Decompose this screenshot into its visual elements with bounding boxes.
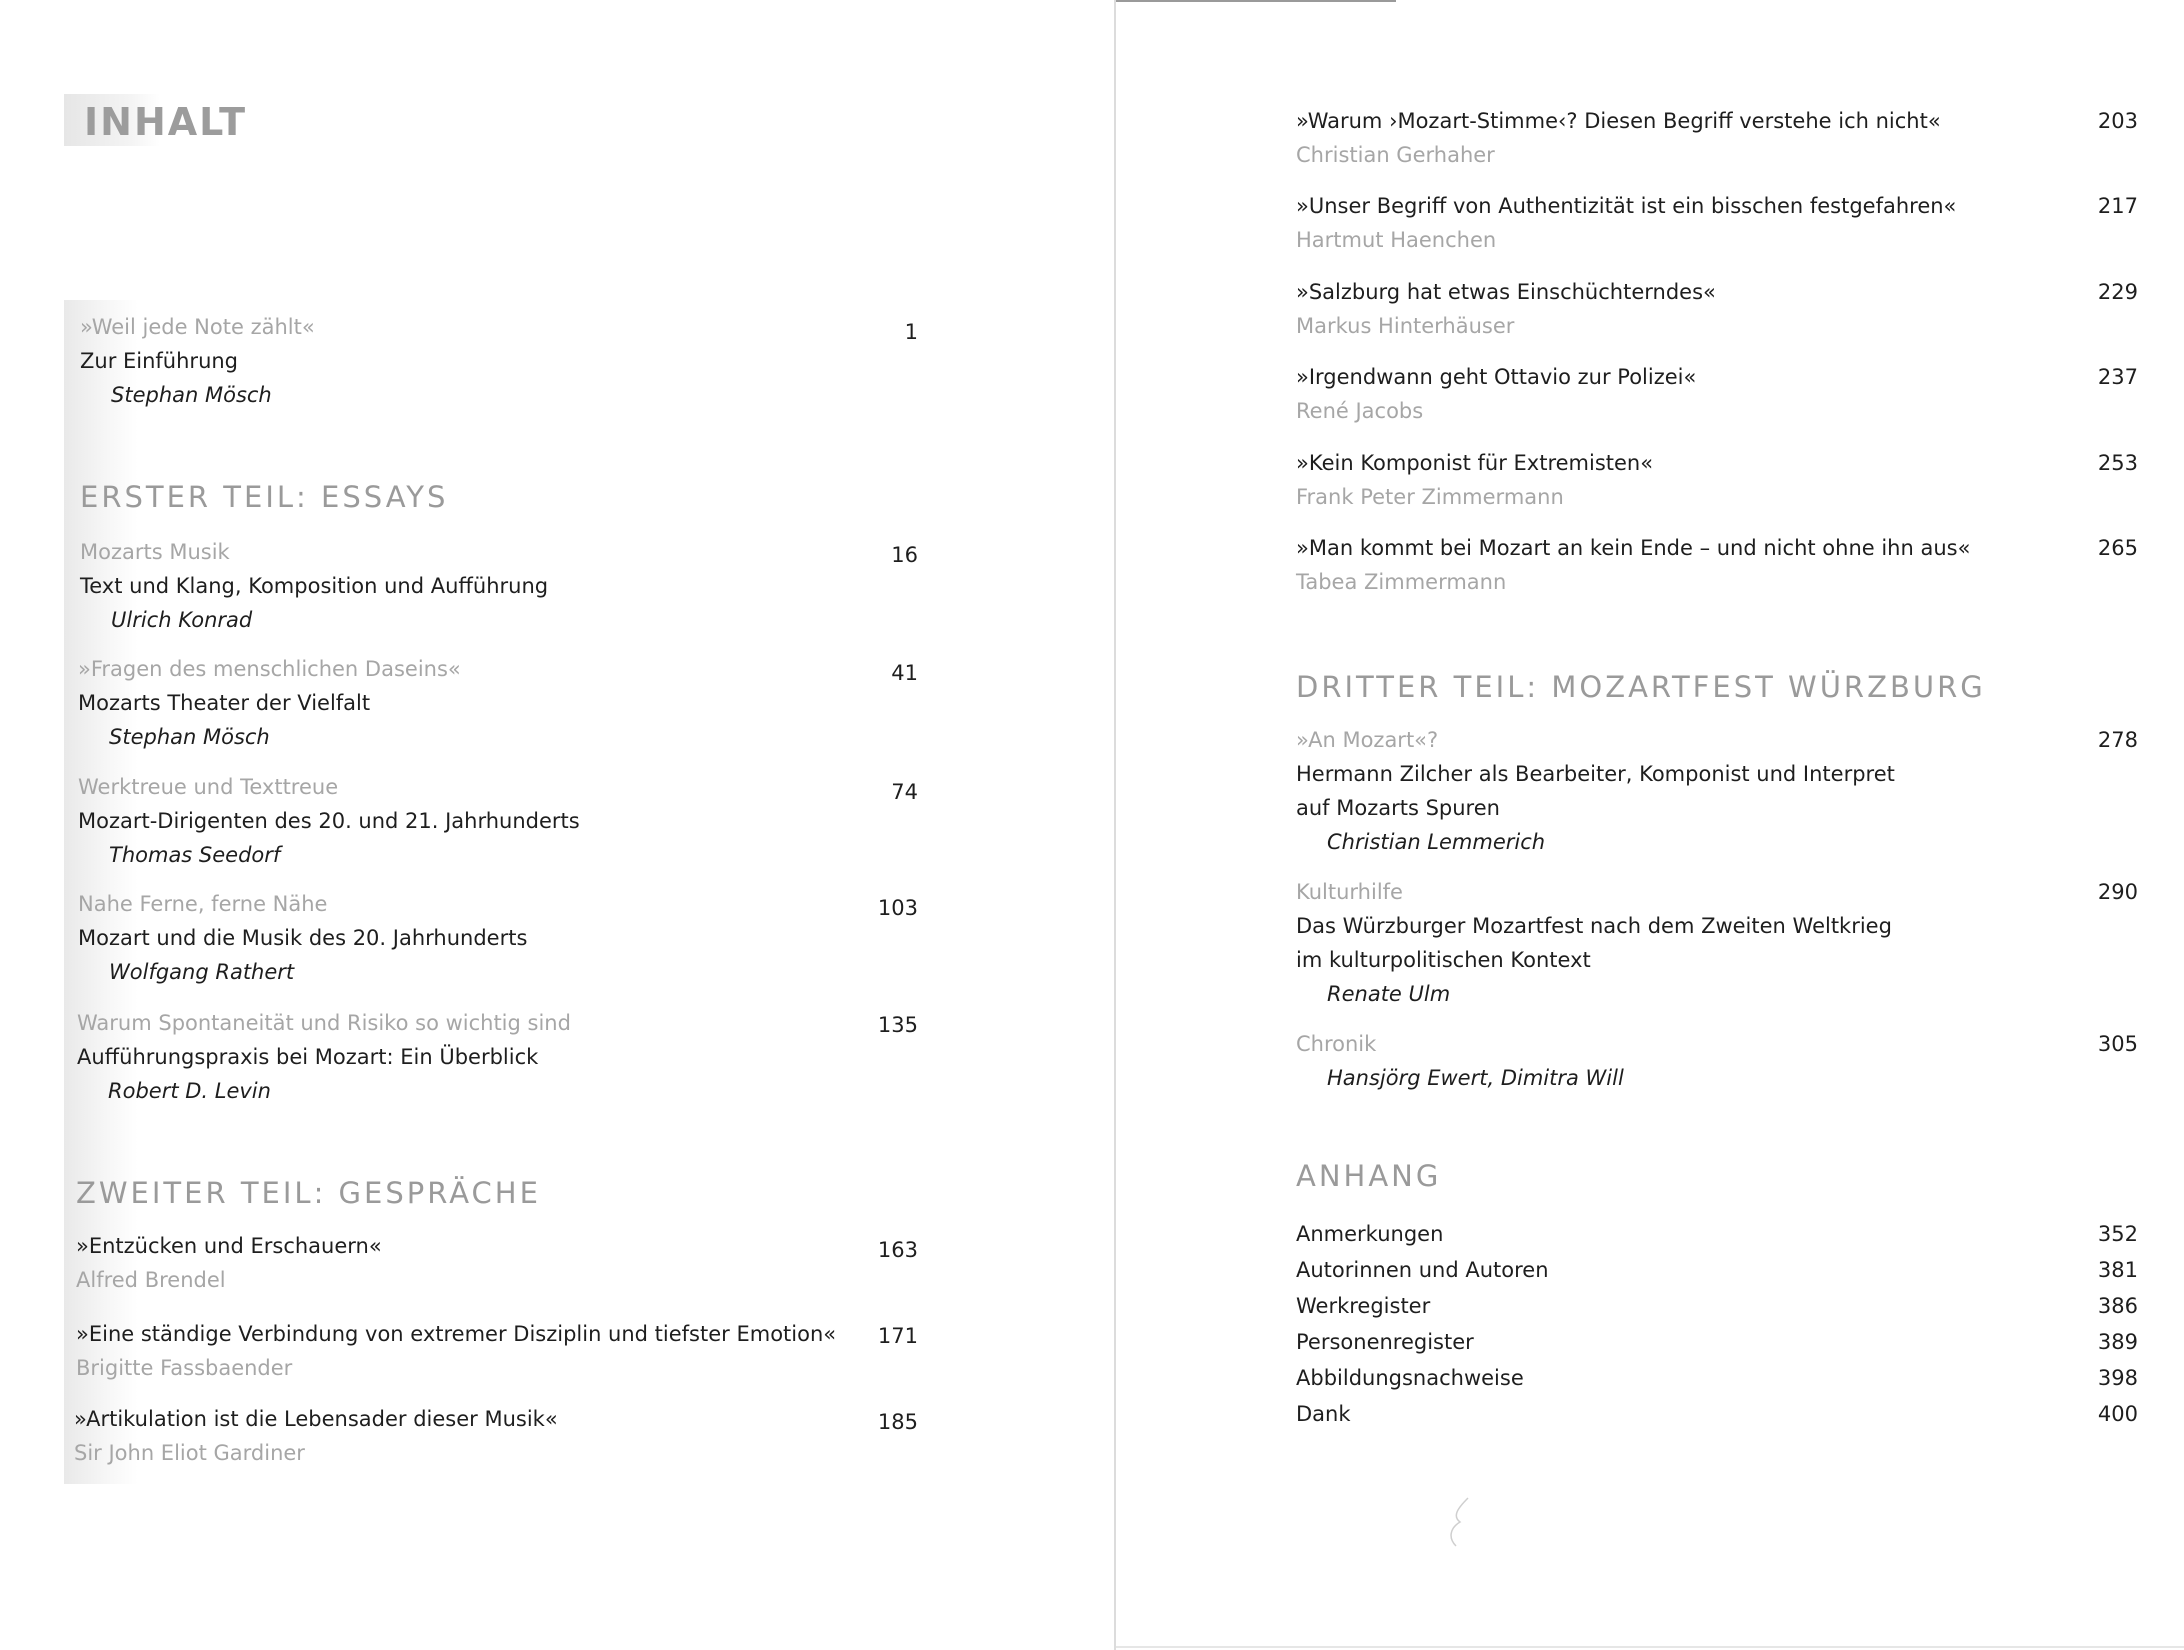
- entry-subtitle: Mozarts Theater der Vielfalt: [78, 691, 371, 715]
- page-number: 41: [891, 661, 918, 685]
- page-number: 253: [2097, 451, 2138, 475]
- page-number: 398: [2097, 1366, 2138, 1390]
- toc-entry[interactable]: [1296, 723, 1895, 859]
- toc-entry[interactable]: [1296, 360, 1696, 428]
- entry-subtitle: Zur Einführung: [80, 349, 239, 373]
- entry-author: Thomas Seedorf: [109, 843, 281, 867]
- appendix-item[interactable]: Werkregister: [1296, 1294, 1431, 1318]
- entry-title: »Entzücken und Erschauern«: [76, 1234, 382, 1258]
- page-number: 135: [877, 1013, 918, 1037]
- page-number: 229: [2097, 280, 2138, 304]
- appendix-item[interactable]: Autorinnen und Autoren: [1296, 1258, 1549, 1282]
- entry-author: Wolfgang Rathert: [109, 960, 295, 984]
- toc-entry[interactable]: [77, 1006, 571, 1108]
- toc-entry[interactable]: [1296, 875, 1892, 1011]
- entry-title: »Unser Begriff von Authentizität ist ein bisschen festgefahren«: [1296, 194, 1957, 218]
- entry-subtitle: im kulturpolitischen Kontext: [1296, 948, 1591, 972]
- entry-title: »Kein Komponist für Extremisten«: [1296, 451, 1654, 475]
- section-heading-mozartfest: DRITTER TEIL: MOZARTFEST WÜRZBURG: [1296, 670, 1986, 704]
- entry-title: »Man kommt bei Mozart an kein Ende – und nicht ohne ihn aus«: [1296, 536, 1971, 560]
- toc-entry[interactable]: [1296, 189, 1956, 257]
- toc-entry[interactable]: [1296, 104, 1941, 172]
- entry-subtitle: Das Würzburger Mozartfest nach dem Zweiten Weltkrieg: [1296, 914, 1892, 938]
- page-number: 290: [2097, 880, 2138, 904]
- entry-author: Robert D. Levin: [108, 1079, 271, 1103]
- toc-entry[interactable]: [74, 1402, 558, 1470]
- page-number: 400: [2097, 1402, 2138, 1426]
- page-title: INHALT: [84, 100, 247, 144]
- toc-entry-intro[interactable]: [80, 310, 315, 412]
- page-number: 237: [2097, 365, 2138, 389]
- toc-entry[interactable]: [1296, 446, 1653, 514]
- entry-speaker: Hartmut Haenchen: [1296, 228, 1497, 252]
- appendix-item[interactable]: Abbildungsnachweise: [1296, 1366, 1524, 1390]
- entry-title: »Eine ständige Verbindung von extremer Disziplin und tiefster Emotion«: [76, 1322, 837, 1346]
- page-number: 185: [877, 1410, 918, 1434]
- toc-entry[interactable]: [76, 1229, 382, 1297]
- entry-title: »Irgendwann geht Ottavio zur Polizei«: [1296, 365, 1697, 389]
- pencil-mark: [1444, 1494, 1474, 1554]
- entry-title: »An Mozart«?: [1296, 728, 1439, 752]
- page-number: 386: [2097, 1294, 2138, 1318]
- page-number: 163: [877, 1238, 918, 1262]
- section-heading-gespraeche: ZWEITER TEIL: GESPRÄCHE: [76, 1176, 541, 1210]
- appendix-item[interactable]: Anmerkungen: [1296, 1222, 1444, 1246]
- page-number: 16: [891, 543, 918, 567]
- page-gutter: [1114, 0, 1116, 1650]
- entry-title: »Weil jede Note zählt«: [80, 315, 315, 339]
- page-number: 171: [877, 1324, 918, 1348]
- entry-title: »Salzburg hat etwas Einschüchterndes«: [1296, 280, 1716, 304]
- entry-title: »Warum ›Mozart-Stimme‹? Diesen Begriff verstehe ich nicht«: [1296, 109, 1941, 133]
- entry-title: Chronik: [1296, 1032, 1377, 1056]
- page-number: 278: [2097, 728, 2138, 752]
- section-heading-anhang: ANHANG: [1296, 1159, 1442, 1193]
- toc-entry[interactable]: [1296, 1027, 1624, 1095]
- entry-title: Kulturhilfe: [1296, 880, 1403, 904]
- entry-author: Stephan Mösch: [111, 383, 272, 407]
- entry-subtitle: Mozart-Dirigenten des 20. und 21. Jahrhunderts: [78, 809, 580, 833]
- toc-entry[interactable]: [76, 1317, 836, 1385]
- page-number: 389: [2097, 1330, 2138, 1354]
- entry-author: Stephan Mösch: [109, 725, 270, 749]
- toc-entry[interactable]: [80, 535, 548, 637]
- page-number: 74: [891, 780, 918, 804]
- entry-subtitle: auf Mozarts Spuren: [1296, 796, 1500, 820]
- toc-entry[interactable]: [1296, 275, 1716, 343]
- entry-speaker: Frank Peter Zimmermann: [1296, 485, 1564, 509]
- toc-entry[interactable]: [78, 887, 527, 989]
- entry-author: Hansjörg Ewert, Dimitra Will: [1327, 1066, 1624, 1090]
- bottom-edge-rule: [1116, 1646, 2184, 1648]
- entry-subtitle: Mozart und die Musik des 20. Jahrhunderts: [78, 926, 528, 950]
- entry-speaker: Markus Hinterhäuser: [1296, 314, 1515, 338]
- entry-title: »Artikulation ist die Lebensader dieser Musik«: [74, 1407, 558, 1431]
- page-number: 305: [2097, 1032, 2138, 1056]
- page-number: 352: [2097, 1222, 2138, 1246]
- toc-entry[interactable]: [78, 652, 461, 754]
- top-edge-rule: [1116, 0, 1396, 2]
- entry-subtitle: Text und Klang, Komposition und Aufführung: [80, 574, 549, 598]
- page-number: 1: [904, 320, 918, 344]
- entry-speaker: Sir John Eliot Gardiner: [74, 1441, 305, 1465]
- page-number: 381: [2097, 1258, 2138, 1282]
- entry-title: Mozarts Musik: [80, 540, 230, 564]
- entry-speaker: Tabea Zimmermann: [1296, 570, 1507, 594]
- entry-author: Renate Ulm: [1327, 982, 1451, 1006]
- page-number: 217: [2097, 194, 2138, 218]
- page-number: 265: [2097, 536, 2138, 560]
- entry-speaker: Alfred Brendel: [76, 1268, 226, 1292]
- entry-subtitle: Aufführungspraxis bei Mozart: Ein Überblick: [77, 1045, 539, 1069]
- toc-entry[interactable]: [78, 770, 580, 872]
- entry-author: Ulrich Konrad: [111, 608, 253, 632]
- page-number: 203: [2097, 109, 2138, 133]
- section-heading-essays: ERSTER TEIL: ESSAYS: [80, 480, 449, 514]
- entry-speaker: Christian Gerhaher: [1296, 143, 1495, 167]
- entry-speaker: Brigitte Fassbaender: [76, 1356, 293, 1380]
- entry-author: Christian Lemmerich: [1327, 830, 1546, 854]
- toc-entry[interactable]: [1296, 531, 1970, 599]
- page-number: 103: [877, 896, 918, 920]
- appendix-item[interactable]: Personenregister: [1296, 1330, 1474, 1354]
- entry-speaker: René Jacobs: [1296, 399, 1424, 423]
- entry-title: Nahe Ferne, ferne Nähe: [78, 892, 328, 916]
- entry-title: Werktreue und Texttreue: [78, 775, 339, 799]
- entry-title: »Fragen des menschlichen Daseins«: [78, 657, 461, 681]
- entry-title: Warum Spontaneität und Risiko so wichtig sind: [77, 1011, 571, 1035]
- entry-subtitle: Hermann Zilcher als Bearbeiter, Komponist und Interpret: [1296, 762, 1895, 786]
- appendix-item[interactable]: Dank: [1296, 1402, 1351, 1426]
